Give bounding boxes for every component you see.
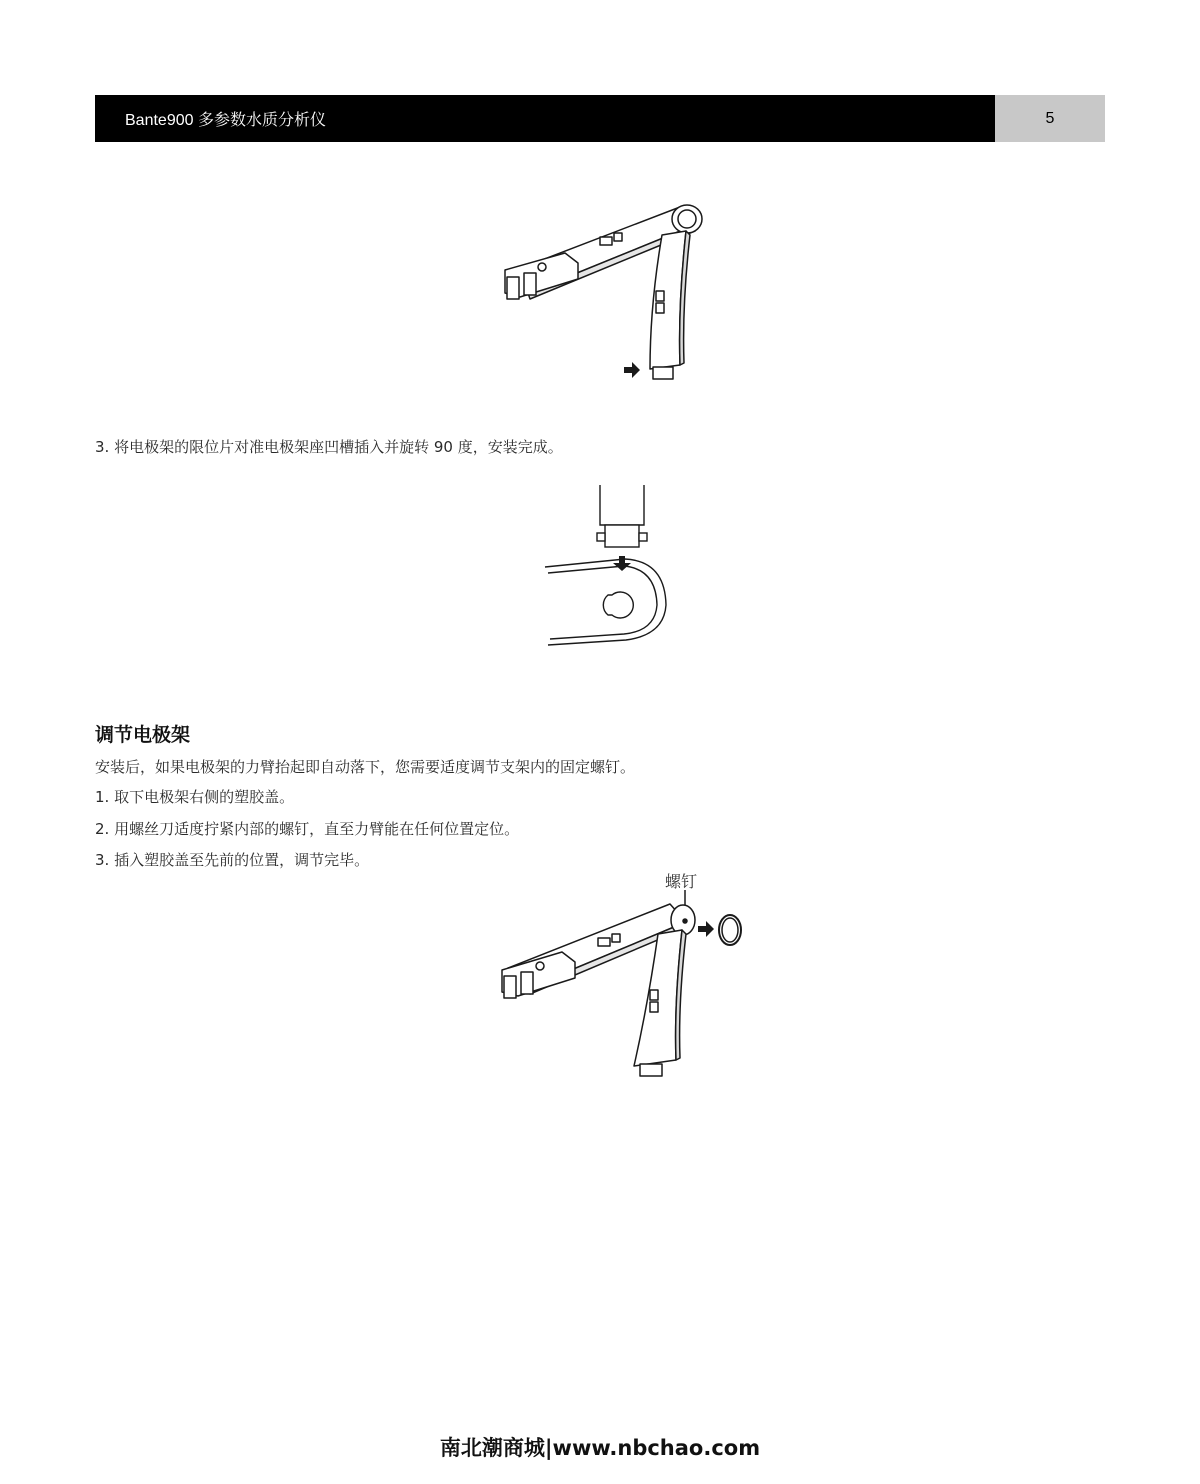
adjust-step-2: 2. 用螺丝刀适度拧紧内部的螺钉，直至力臂能在任何位置定位。: [95, 820, 520, 838]
adjust-step-1: 1. 取下电极架右侧的塑胶盖。: [95, 788, 295, 806]
section-intro: 安装后，如果电极架的力臂抬起即自动落下，您需要适度调节支架内的固定螺钉。: [95, 758, 636, 776]
manual-title: Bante900 多参数水质分析仪: [125, 112, 326, 129]
screw-label: 螺钉: [665, 872, 698, 891]
page-number: 5: [995, 95, 1105, 142]
adjust-step-3: 3. 插入塑胶盖至先前的位置，调节完毕。: [95, 851, 370, 869]
section-heading-adjust-holder: 调节电极架: [95, 723, 191, 746]
footer-watermark: 南北潮商城|www.nbchao.com: [439, 1436, 761, 1460]
electrode-holder-figure-1: [490, 195, 720, 385]
electrode-holder-figure-2: [490, 890, 750, 1080]
electrode-base-slot-figure: [540, 485, 675, 650]
install-step-3: 3. 将电极架的限位片对准电极架座凹槽插入并旋转 90 度，安装完成。: [95, 438, 563, 456]
page-header: [95, 95, 1105, 142]
